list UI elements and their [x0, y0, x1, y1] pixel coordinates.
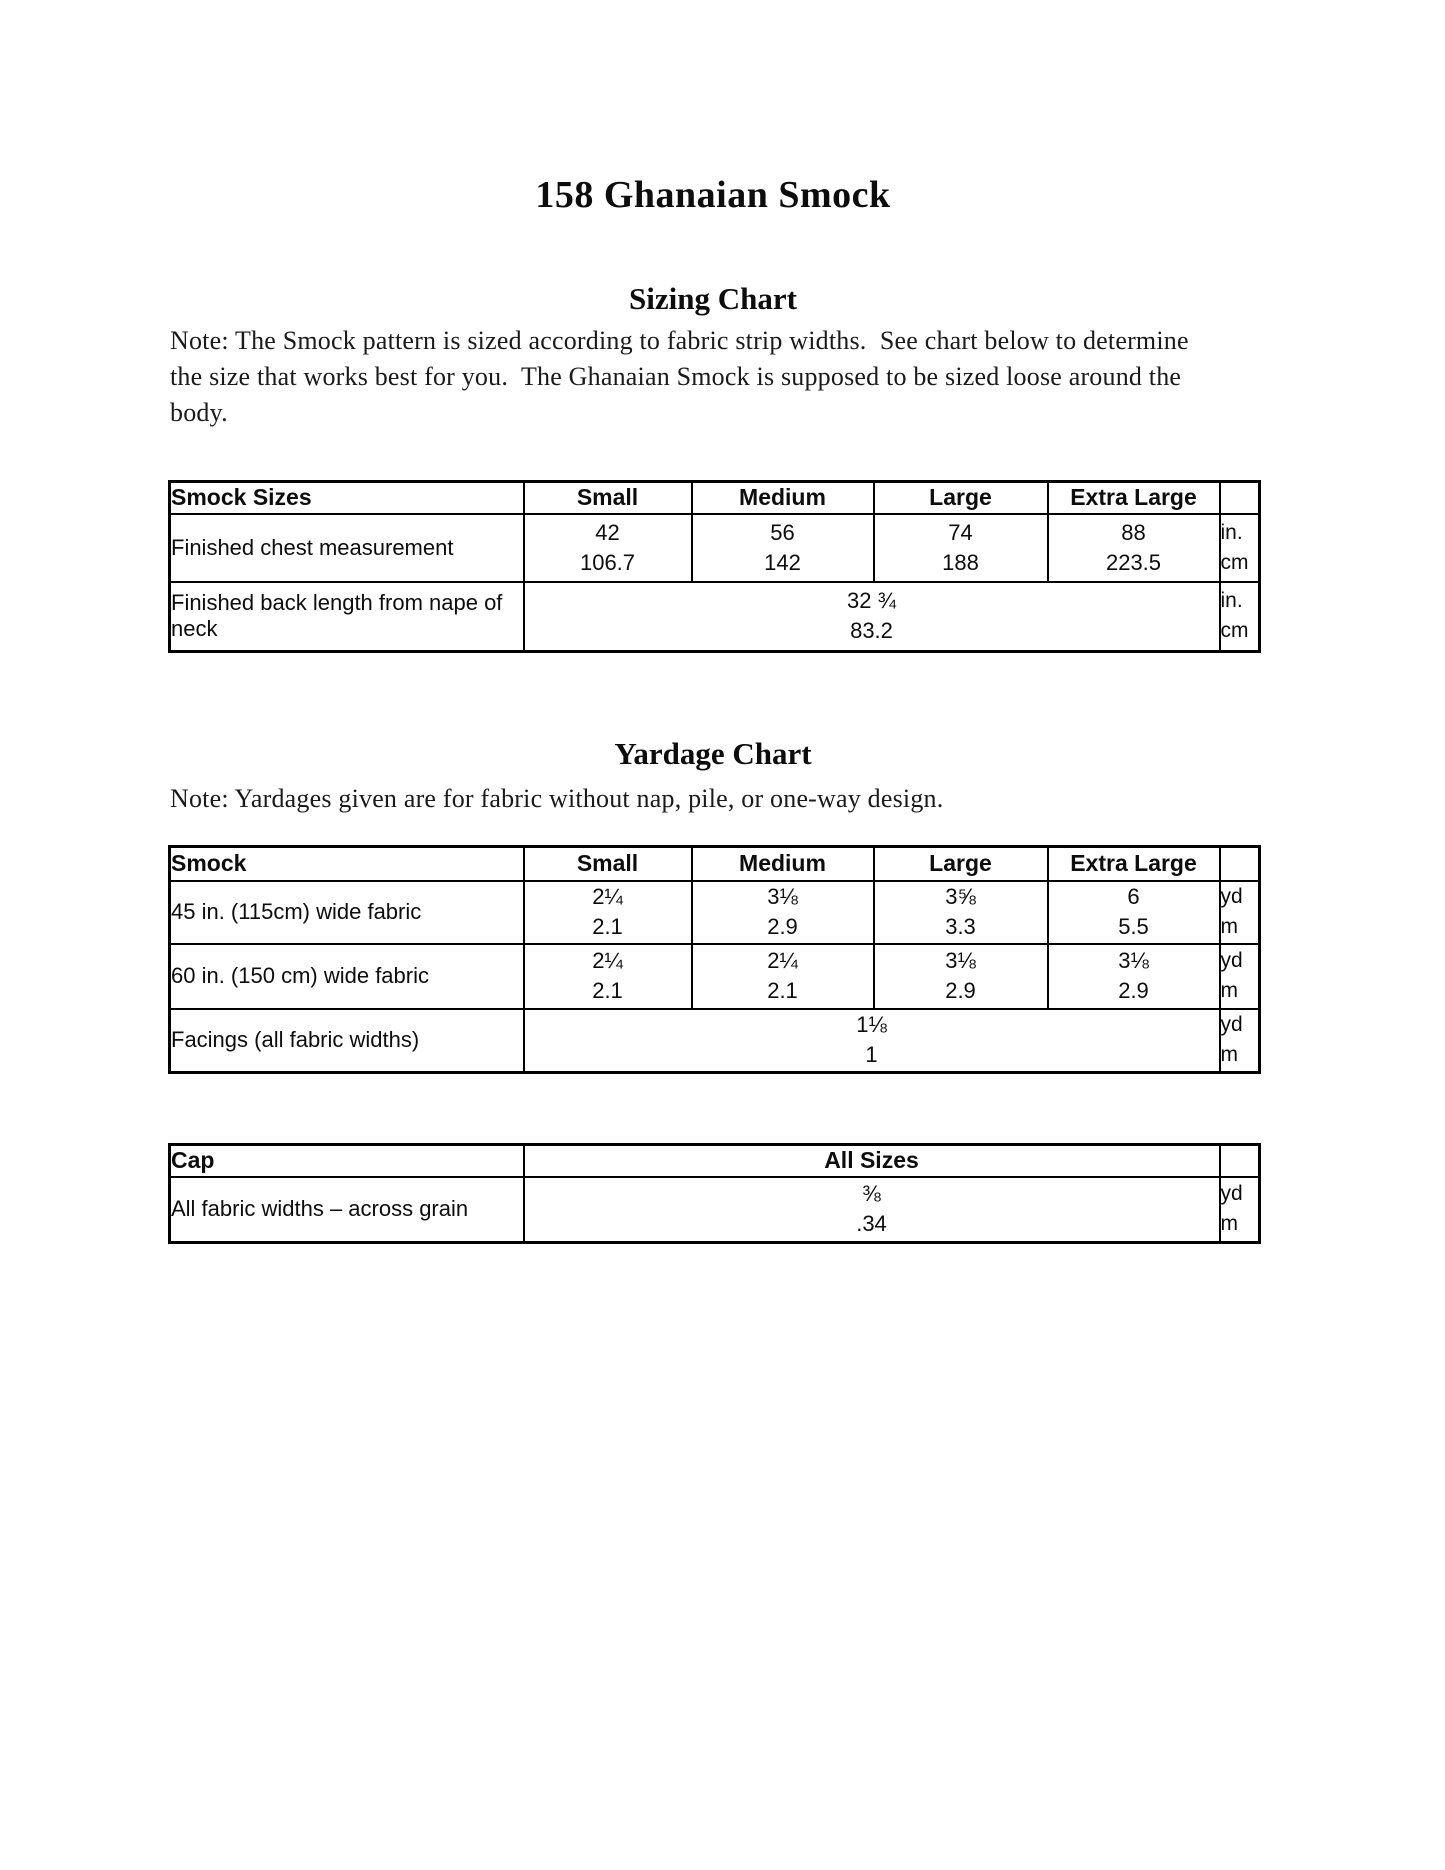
yardage-header-row — [170, 847, 1260, 881]
back-length-unit-cell — [1220, 582, 1260, 652]
fabric-45in-medium-cell — [692, 881, 874, 944]
chest-unit-cell — [1220, 514, 1260, 582]
fabric-60in-unit-cell — [1220, 944, 1260, 1009]
fabric-60in-extra-large-yd: 3⅛ — [1118, 948, 1149, 973]
fabric-60in-small-m: 2.1 — [592, 978, 623, 1003]
cap-header-unit — [1220, 1145, 1260, 1177]
sizing-note: Note: The Smock pattern is sized according to fabric strip widths. See chart below to determine the size that works best for you. The Ghanaian Smock is supposed to be sized loose around the body. — [170, 326, 1196, 427]
cap-header-row — [170, 1145, 1260, 1177]
yardage-note: Note: Yardages given are for fabric without nap, pile, or one-way design. — [170, 784, 944, 813]
yardage-header-label: Smock — [170, 847, 524, 881]
fabric-60in-large-yd: 3⅛ — [945, 948, 976, 973]
fabric-60in-large-m: 2.9 — [945, 978, 976, 1003]
fabric-45in-large-yd: 3⅝ — [945, 884, 976, 909]
chest-unit-in: in. — [1220, 520, 1243, 544]
fabric-60in-extra-large-cell — [1048, 944, 1220, 1009]
fabric-45in-unit-cell — [1220, 881, 1260, 944]
back-length-label: Finished back length from nape of neck — [170, 582, 524, 652]
yardage-header-large: Large — [874, 847, 1048, 881]
fabric-60in-small-cell — [524, 944, 692, 1009]
fabric-60in-extra-large-m: 2.9 — [1118, 978, 1149, 1003]
sizing-header-extra-large: Extra Large — [1048, 482, 1220, 514]
document-title: 158 Ghanaian Smock — [535, 174, 891, 216]
back-length-unit-in: in. — [1220, 589, 1243, 613]
facings-m: 1 — [865, 1042, 878, 1068]
sizing-header-row — [170, 482, 1260, 514]
fabric-45in-extra-large-yd: 6 — [1127, 884, 1140, 909]
cap-header-all-sizes: All Sizes — [524, 1145, 1220, 1177]
sizing-header-label: Smock Sizes — [170, 482, 524, 514]
chest-medium-cm: 142 — [764, 549, 801, 575]
cap-fabric-unit-yd: yd — [1220, 1182, 1243, 1206]
fabric-45in-unit-yd: yd — [1220, 885, 1243, 908]
cap-fabric-yd: ⅜ — [862, 1181, 881, 1207]
cap-fabric-m: .34 — [856, 1211, 887, 1237]
fabric-60in-medium-m: 2.1 — [767, 978, 798, 1003]
fabric-60in-unit-m: m — [1220, 979, 1238, 1002]
fabric-45in-large-cell — [874, 881, 1048, 944]
chest-extra-large-cm: 223.5 — [1105, 549, 1162, 575]
facings-unit-m: m — [1220, 1043, 1238, 1067]
fabric-45in-small-cell — [524, 881, 692, 944]
facings-value-cell — [524, 1009, 1220, 1073]
sizing-chart-heading: Sizing Chart — [629, 281, 797, 316]
fabric-60in-unit-yd: yd — [1220, 949, 1243, 972]
fabric-60in-label: 60 in. (150 cm) wide fabric — [170, 944, 524, 1009]
fabric-45in-extra-large-m: 5.5 — [1118, 914, 1149, 939]
fabric-45in-label: 45 in. (115cm) wide fabric — [170, 881, 524, 944]
chest-large-in: 74 — [948, 519, 973, 545]
facings-unit-yd: yd — [1220, 1013, 1243, 1037]
sizing-header-unit — [1220, 482, 1260, 514]
yardage-chart-heading: Yardage Chart — [614, 736, 812, 771]
back-length-unit-cm: cm — [1220, 619, 1249, 643]
cap-fabric-label: All fabric widths – across grain — [170, 1177, 524, 1243]
chest-measurement-label: Finished chest measurement — [170, 514, 524, 582]
back-length-value-cell — [524, 582, 1220, 652]
yardage-header-small: Small — [524, 847, 692, 881]
fabric-45in-medium-m: 2.9 — [767, 914, 798, 939]
chest-unit-cm: cm — [1220, 550, 1249, 574]
back-length-in: 32 ¾ — [847, 588, 896, 614]
sizing-header-small: Small — [524, 482, 692, 514]
cap-header-label: Cap — [170, 1145, 524, 1177]
fabric-60in-medium-cell — [692, 944, 874, 1009]
sizing-header-large: Large — [874, 482, 1048, 514]
fabric-45in-unit-m: m — [1220, 915, 1238, 938]
cap-fabric-unit-m: m — [1220, 1212, 1238, 1236]
chest-extra-large-in: 88 — [1121, 519, 1146, 545]
cap-chart-table — [168, 1143, 1261, 1244]
yardage-chart-table — [168, 845, 1261, 1074]
chest-medium-cell — [692, 514, 874, 582]
sizing-header-medium: Medium — [692, 482, 874, 514]
chest-small-in: 42 — [595, 519, 620, 545]
chest-small-cm: 106.7 — [579, 549, 636, 575]
back-length-row — [170, 582, 1260, 652]
facings-row — [170, 1009, 1260, 1073]
fabric-45in-extra-large-cell — [1048, 881, 1220, 944]
chest-measurement-row — [170, 514, 1260, 582]
chest-medium-in: 56 — [770, 519, 795, 545]
yardage-header-medium: Medium — [692, 847, 874, 881]
back-length-cm: 83.2 — [850, 618, 893, 644]
fabric-45in-small-m: 2.1 — [592, 914, 623, 939]
fabric-60in-small-yd: 2¼ — [592, 948, 623, 973]
fabric-45in-row — [170, 881, 1260, 944]
fabric-60in-large-cell — [874, 944, 1048, 1009]
yardage-header-extra-large: Extra Large — [1048, 847, 1220, 881]
cap-fabric-unit-cell — [1220, 1177, 1260, 1243]
yardage-header-unit — [1220, 847, 1260, 881]
chest-small-cell — [524, 514, 692, 582]
fabric-45in-small-yd: 2¼ — [592, 884, 623, 909]
fabric-60in-medium-yd: 2¼ — [767, 948, 798, 973]
cap-fabric-value-cell — [524, 1177, 1220, 1243]
fabric-60in-row — [170, 944, 1260, 1009]
fabric-45in-large-m: 3.3 — [945, 914, 976, 939]
facings-unit-cell — [1220, 1009, 1260, 1073]
cap-fabric-row — [170, 1177, 1260, 1243]
sizing-chart-table — [168, 480, 1261, 653]
facings-yd: 1⅛ — [856, 1012, 887, 1038]
chest-extra-large-cell — [1048, 514, 1220, 582]
fabric-45in-medium-yd: 3⅛ — [767, 884, 798, 909]
facings-label: Facings (all fabric widths) — [170, 1009, 524, 1073]
chest-large-cell — [874, 514, 1048, 582]
chest-large-cm: 188 — [942, 549, 979, 575]
